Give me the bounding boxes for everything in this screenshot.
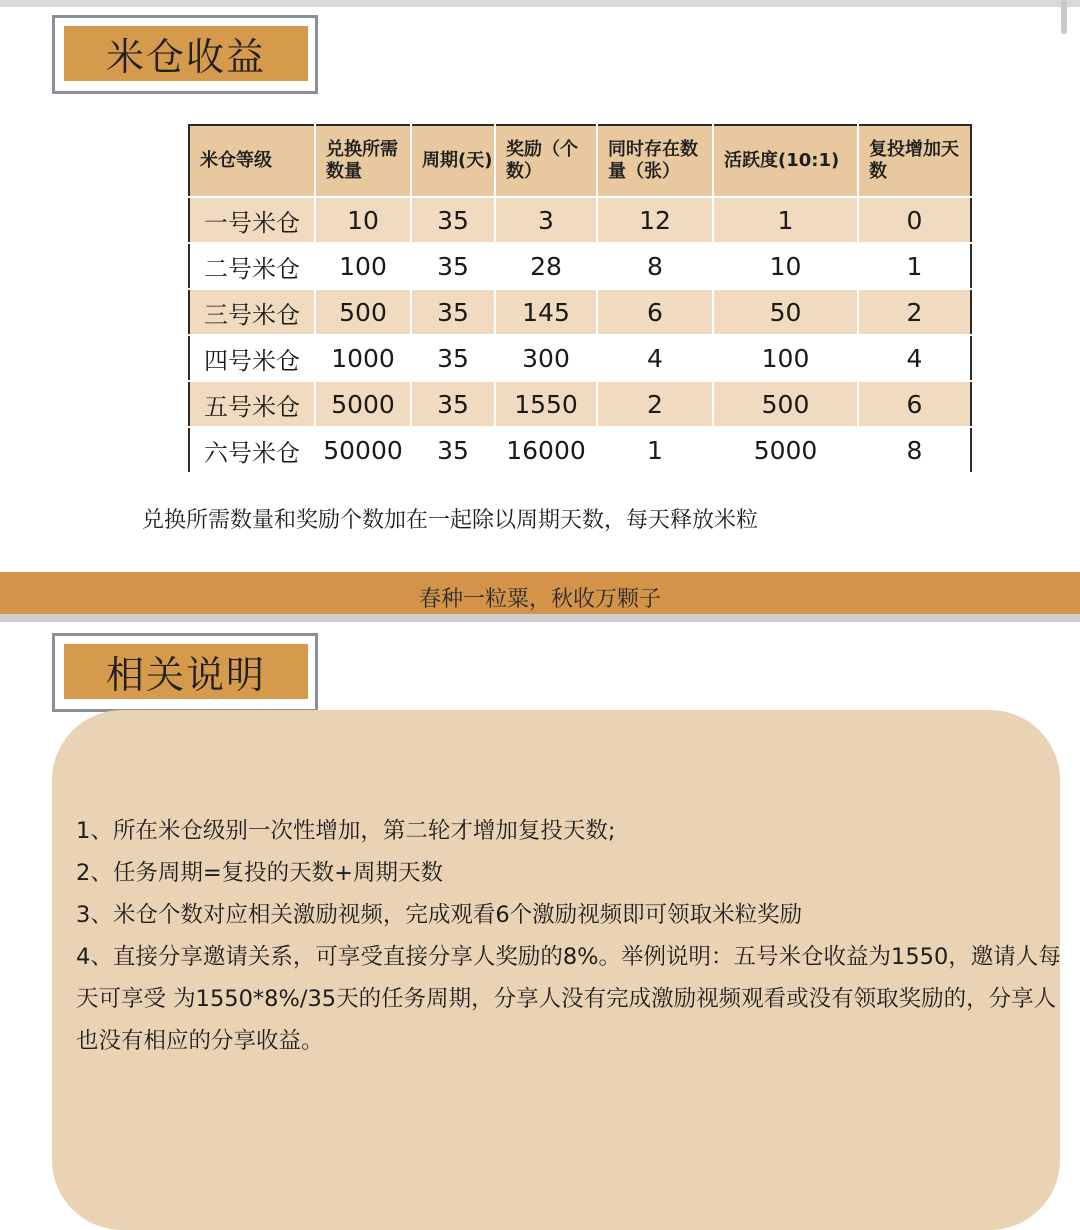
cell: 35 (411, 197, 495, 243)
description-item: 4、直接分享邀请关系，可享受直接分享人奖励的8%。举例说明：五号米仓收益为1550，邀请人每天可享受 为1550*8%/35天的任务周期，分享人没有完成激励视频观看或没有领取奖励的，分享人也没有相应的分享收益。 (76, 944, 1061, 1054)
scrollbar-thumb[interactable] (1061, 0, 1067, 34)
section-title: 米仓收益 (64, 26, 308, 81)
rice-granary-table (188, 124, 972, 474)
cell: 4 (597, 335, 713, 381)
cell: 500 (315, 289, 411, 335)
table-row (189, 381, 971, 427)
header-concurrent-count: 同时存在数量（张） (597, 125, 713, 197)
cell: 5000 (713, 427, 858, 473)
cell: 100 (713, 335, 858, 381)
cell: 100 (315, 243, 411, 289)
cell: 8 (858, 427, 971, 473)
description-item: 3、米仓个数对应相关激励视频，完成观看6个激励视频即可领取米粒奖励 (76, 902, 803, 928)
section-title-box (52, 15, 318, 94)
cell: 10 (713, 243, 858, 289)
cell: 10 (315, 197, 411, 243)
cell: 5000 (315, 381, 411, 427)
cell: 2 (858, 289, 971, 335)
cell: 1 (713, 197, 858, 243)
top-strip (0, 0, 1080, 7)
cell: 145 (495, 289, 597, 335)
cell: 500 (713, 381, 858, 427)
cell-level: 一号米仓 (189, 197, 315, 243)
table-row (189, 289, 971, 335)
cell-level: 五号米仓 (189, 381, 315, 427)
cell: 1 (858, 243, 971, 289)
cell: 6 (858, 381, 971, 427)
description-item: 1、所在米仓级别一次性增加，第二轮才增加复投天数; (76, 818, 616, 844)
cell: 50 (713, 289, 858, 335)
cell: 4 (858, 335, 971, 381)
cell: 1 (597, 427, 713, 473)
cell: 35 (411, 427, 495, 473)
cell: 35 (411, 335, 495, 381)
table-row (189, 335, 971, 381)
cell: 28 (495, 243, 597, 289)
cell-level: 六号米仓 (189, 427, 315, 473)
section-title-box (52, 633, 318, 712)
cell: 0 (858, 197, 971, 243)
cell: 50000 (315, 427, 411, 473)
description-list (52, 810, 1062, 1062)
header-exchange-amount: 兑换所需数量 (315, 125, 411, 197)
header-activity: 活跃度(10:1) (713, 125, 858, 197)
description-item: 2、任务周期=复投的天数+周期天数 (76, 860, 444, 886)
cell-level: 三号米仓 (189, 289, 315, 335)
section-title: 相关说明 (64, 644, 308, 699)
proverb-text: 春种一粒粟，秋收万颗子 (418, 587, 661, 612)
cell: 6 (597, 289, 713, 335)
cell: 35 (411, 243, 495, 289)
cell: 3 (495, 197, 597, 243)
cell: 16000 (495, 427, 597, 473)
table-note: 兑换所需数量和奖励个数加在一起除以周期天数，每天释放米粒 (142, 508, 759, 533)
cell: 2 (597, 381, 713, 427)
cell: 12 (597, 197, 713, 243)
table-header-row (189, 125, 971, 197)
header-level: 米仓等级 (189, 125, 315, 197)
cell-level: 四号米仓 (189, 335, 315, 381)
divider-band (0, 614, 1080, 622)
table-row (189, 197, 971, 243)
cell-level: 二号米仓 (189, 243, 315, 289)
cell: 35 (411, 289, 495, 335)
cell: 300 (495, 335, 597, 381)
header-reward: 奖励（个数） (495, 125, 597, 197)
cell: 1550 (495, 381, 597, 427)
table-row (189, 427, 971, 473)
cell: 35 (411, 381, 495, 427)
cell: 1000 (315, 335, 411, 381)
header-period: 周期(天) (411, 125, 495, 197)
header-reinvest-days: 复投增加天数 (858, 125, 971, 197)
proverb-banner (0, 572, 1080, 614)
cell: 8 (597, 243, 713, 289)
table-row (189, 243, 971, 289)
